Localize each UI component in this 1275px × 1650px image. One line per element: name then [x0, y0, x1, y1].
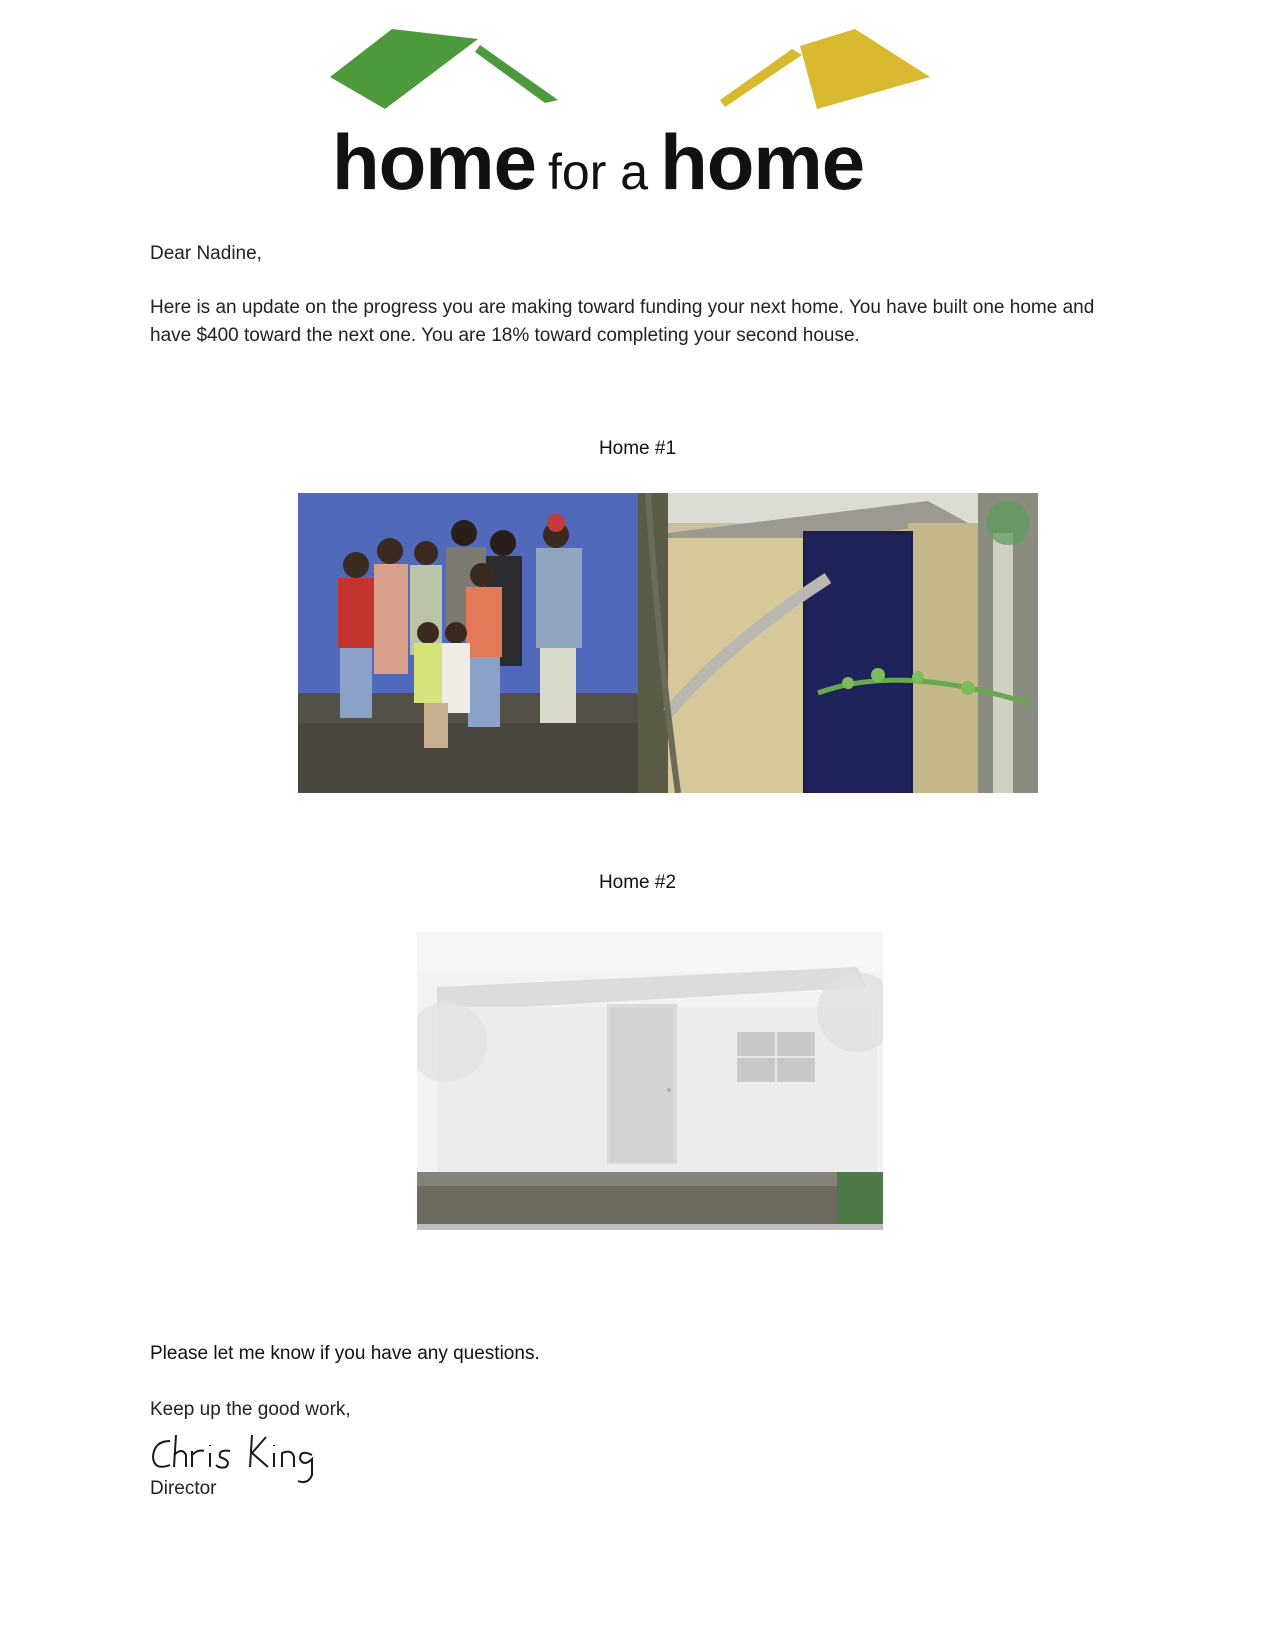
intro-paragraph: Here is an update on the progress you are making toward funding your next home. You have built one home and have $400 toward the next one. You are 18% toward completing your second house.	[150, 297, 1095, 346]
house2-photo-faded	[417, 932, 883, 1230]
greeting: Dear Nadine,	[150, 243, 262, 264]
home2-caption: Home #2	[598, 872, 677, 893]
logo-word-home-right: home	[660, 118, 865, 206]
logo-word-home-left: home	[332, 118, 537, 206]
logo-wordmark	[332, 118, 865, 206]
family-photo	[298, 493, 638, 793]
home-for-a-home-logo	[330, 25, 950, 206]
house1-photo	[638, 493, 1038, 793]
logo-word-for-a: for a	[548, 144, 649, 200]
signer-title: Director	[150, 1478, 217, 1499]
closing-line: Keep up the good work,	[150, 1399, 351, 1420]
home1-caption: Home #1	[598, 438, 677, 459]
questions-line: Please let me know if you have any questions.	[150, 1343, 540, 1364]
